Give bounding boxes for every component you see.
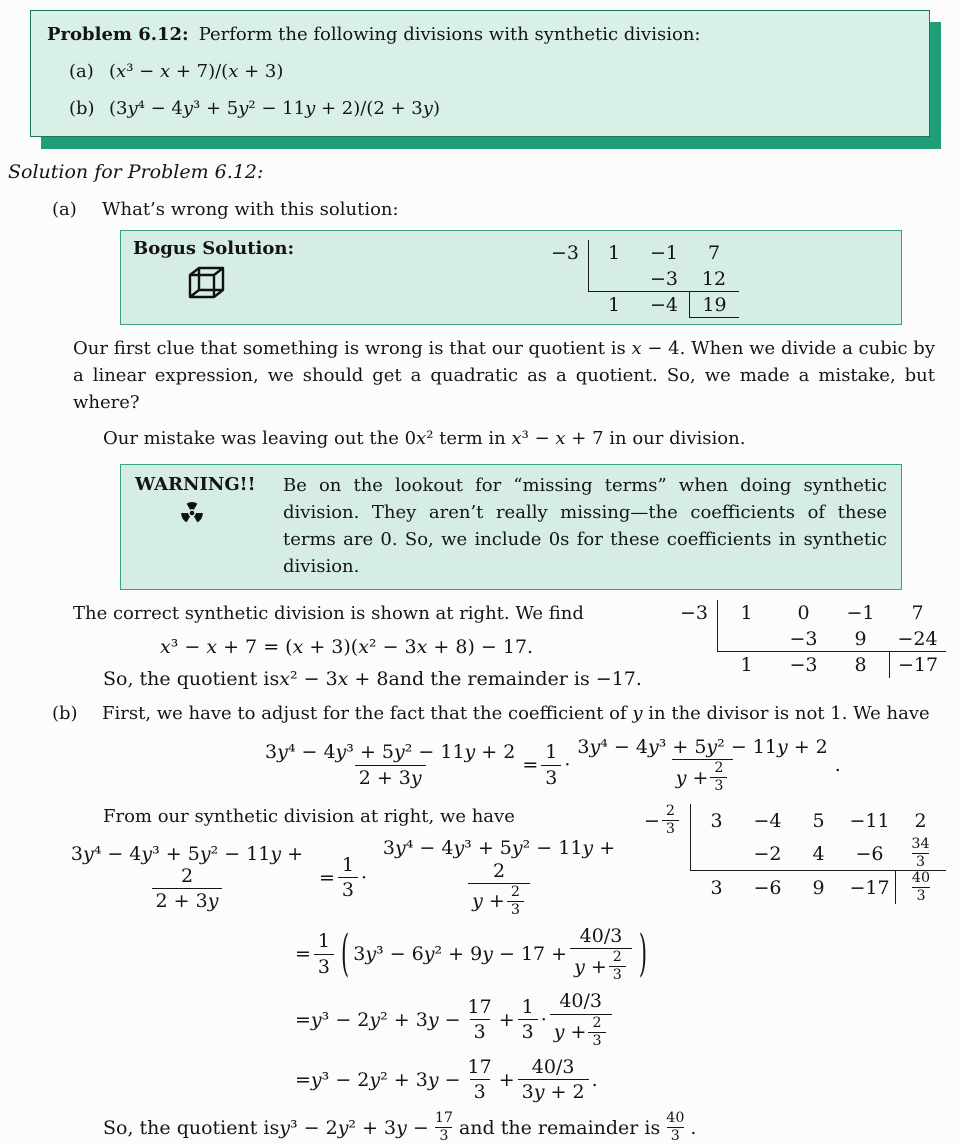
part-a-tag: (a) (52, 199, 77, 220)
textbook-page (0, 10, 960, 1144)
synthetic-division-b: − $\frac{2}{3}$ 3 −4 5 −11 2 −2 4 −6 $\frac{34}{3}$ 3 −6 9 −17 $\frac{40}{3}$ (641, 804, 946, 904)
paragraph-first-clue: Our first clue that something is wrong is that our quotient is x − 4. When we divide a cubic by a linear expression, we should get a quadratic as a quotient. So, we made a mistake, but where? (73, 338, 935, 413)
derivation-line-3: = y³ − 2y² + 3y − $\frac{17}{3}$ + $\frac{1}{3}$ · 40/3 y + $\frac{2}{3}$ (295, 990, 960, 1048)
part-a-heading (52, 199, 960, 220)
synthetic-division-bogus: −3 1 −1 7 −3 12 1 −4 19 (547, 240, 739, 318)
equation-a: x³ − x + 7 = (x + 3)(x² − 3x + 8) − 17. (160, 636, 534, 658)
part-b-conclusion: So, the quotient is y³ − 2y² + 3y − $\frac{17}{3}$ and the remainder is $\frac{40}{3}$ . (103, 1110, 697, 1144)
bogus-box-icon (185, 264, 463, 307)
bogus-label-column (133, 236, 463, 307)
part-a-correct-section (0, 600, 960, 693)
derivation-line-2: = $\frac{1}{3}$ ( 3y³ − 6y² + 9y − 17 + 40/3 y + $\frac{2}{3}$ ) (295, 924, 648, 984)
problem-box (30, 10, 930, 137)
part-b-tag: (b) (52, 703, 78, 724)
part-b-heading-text: First, we have to adjust for the fact that the coefficient of y in the divisor is not 1. We have (102, 703, 930, 724)
solution-heading: Solution for Problem 6.12: (8, 161, 264, 183)
problem-number: Problem 6.12: (47, 24, 189, 45)
bogus-solution-label: Bogus Solution: (133, 238, 295, 259)
item-math: (x³ − x + 7)/(x + 3) (109, 61, 284, 82)
part-b-heading (52, 703, 960, 724)
derivation-line-1: $\frac{\text{3y⁴ − 4y³ + 5y² − 11y + 2}}{2 + 3y}$ = $\frac{1}{3}$ · 3y⁴ − 4y³ + 5y² − 11y + 2 y + $\frac{2}{3}$ (70, 837, 616, 919)
synthetic-division-correct-a: −3 1 0 −1 7 −3 9 −24 1 −3 8 −17 (674, 600, 946, 678)
paragraph-mistake: Our mistake was leaving out the 0x² term in x³ − x + 7 in our division. (103, 428, 746, 449)
warning-label-column (135, 472, 283, 531)
part-b-derivation-section (0, 804, 960, 1103)
correct-division-line: The correct synthetic division is shown at right. We find (73, 603, 584, 624)
from-division-line: From our synthetic division at right, we have (103, 806, 515, 828)
bogus-solution-box (120, 230, 902, 325)
warning-box (120, 464, 902, 590)
problem-item-a (69, 57, 913, 87)
problem-item-b (69, 94, 913, 124)
equation-b1: $\frac{\text{3y⁴ − 4y³ + 5y² − 11y + 2}}{2 + 3y}$ = $\frac{1}{3}$ · 3y⁴ − 4y³ + 5y² − 11y + 2 y + $\frac{2}{3}$ . (265, 736, 841, 795)
item-math: (3y⁴ − 4y³ + 5y² − 11y + 2)/(2 + 3y) (109, 98, 440, 119)
radiation-icon (179, 500, 283, 531)
part-a-conclusion: So, the quotient is x² − 3x + 8 and the remainder is −17. (103, 668, 642, 690)
warning-label: WARNING!! (135, 474, 256, 495)
derivation-line-4: = y³ − 2y² + 3y − $\frac{17}{3}$ + $\frac{40/3}{3y + 2}$ . (295, 1055, 598, 1104)
item-tag: (b) (69, 98, 95, 119)
item-tag: (a) (69, 61, 94, 82)
part-a-heading-text: What’s wrong with this solution: (102, 199, 399, 220)
problem-intro: Perform the following divisions with synthetic division: (198, 24, 701, 45)
warning-text: Be on the lookout for “missing terms” when doing synthetic division. They aren’t really missing—the coefficients of these terms are 0. So, we include 0s for these coefficients in synthetic division. (283, 475, 887, 577)
problem-title (47, 20, 913, 50)
